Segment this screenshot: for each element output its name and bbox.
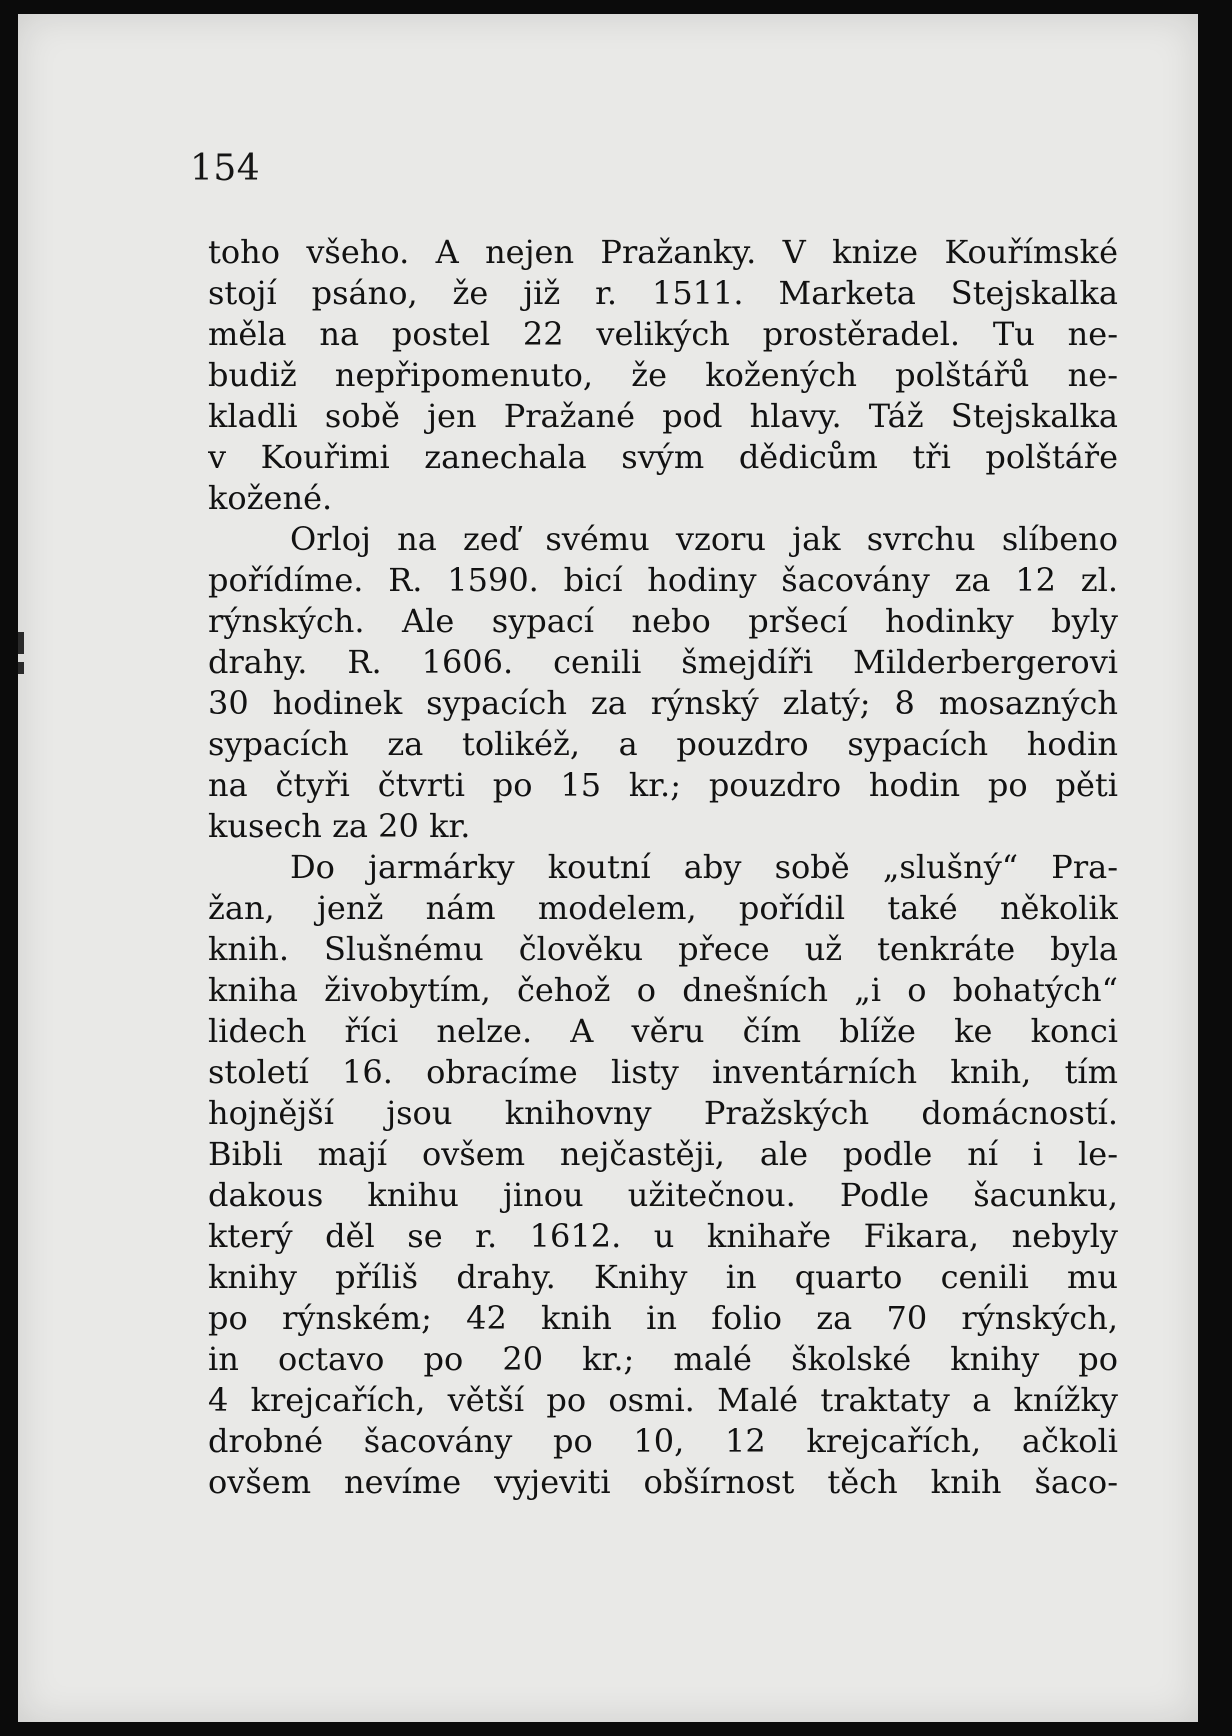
text-line: stojí psáno, že již r. 1511. Marketa Stejskalka [208, 274, 1118, 312]
scan-artifact [18, 632, 24, 654]
text-line: 30 hodinek sypacích za rýnský zlatý; 8 mosazných [208, 684, 1118, 722]
text-line: knih. Slušnému člověku přece už tenkráte byla [208, 930, 1118, 968]
text-line: Bibli mají ovšem nejčastěji, ale podle ní i le- [208, 1135, 1118, 1173]
text-line: lidech říci nelze. A věru čím blíže ke konci [208, 1012, 1118, 1050]
paragraph-1 [208, 232, 1118, 519]
text-line: kniha živobytím, čehož o dnešních „i o bohatých“ [208, 971, 1118, 1009]
text-line: ovšem nevíme vyjeviti obšírnost těch knih šaco- [208, 1463, 1118, 1501]
text-line: drobné šacovány po 10, 12 krejcařích, ačkoli [208, 1422, 1118, 1460]
text-line: in octavo po 20 kr.; malé školské knihy po [208, 1340, 1118, 1378]
book-page [18, 14, 1198, 1722]
scan-artifact [18, 662, 24, 674]
text-line: kladli sobě jen Pražané pod hlavy. Táž Stejskalka [208, 397, 1118, 435]
paragraph-2 [208, 519, 1118, 847]
text-line: který děl se r. 1612. u knihaře Fikara, nebyly [208, 1217, 1118, 1255]
text-line: Orloj na zeď svému vzoru jak svrchu slíbeno [290, 520, 1118, 558]
text-line: kožené. [208, 479, 333, 517]
text-line: na čtyři čtvrti po 15 kr.; pouzdro hodin po pěti [208, 766, 1118, 804]
text-line: století 16. obracíme listy inventárních knih, tím [208, 1053, 1118, 1091]
text-line: Do jarmárky koutní aby sobě „slušný“ Pra- [290, 848, 1118, 886]
text-line: hojnější jsou knihovny Pražských domácností. [208, 1094, 1118, 1132]
page-number: 154 [190, 148, 261, 189]
paragraph-3 [208, 847, 1118, 1503]
text-line: budiž nepřipomenuto, že kožených polštářů ne- [208, 356, 1118, 394]
text-line: knihy příliš drahy. Knihy in quarto cenili mu [208, 1258, 1118, 1296]
text-line: pořídíme. R. 1590. bicí hodiny šacovány za 12 zl. [208, 561, 1118, 599]
text-line: měla na postel 22 velikých prostěradel. Tu ne- [208, 315, 1118, 353]
text-line: po rýnském; 42 knih in folio za 70 rýnských, [208, 1299, 1118, 1337]
text-line: drahy. R. 1606. cenili šmejdíři Milderbergerovi [208, 643, 1118, 681]
text-line: toho všeho. A nejen Pražanky. V knize Kouřímské [208, 233, 1118, 271]
text-line: dakous knihu jinou užitečnou. Podle šacunku, [208, 1176, 1118, 1214]
text-line: žan, jenž nám modelem, pořídil také několik [208, 889, 1118, 927]
body-text [208, 232, 1118, 1503]
text-line: kusech za 20 kr. [208, 807, 471, 845]
text-line: 4 krejcařích, větší po osmi. Malé traktaty a knížky [208, 1381, 1118, 1419]
text-line: rýnských. Ale sypací nebo pršecí hodinky byly [208, 602, 1118, 640]
text-line: v Kouřimi zanechala svým dědicům tři polštáře [208, 438, 1118, 476]
text-line: sypacích za tolikéž, a pouzdro sypacích hodin [208, 725, 1118, 763]
